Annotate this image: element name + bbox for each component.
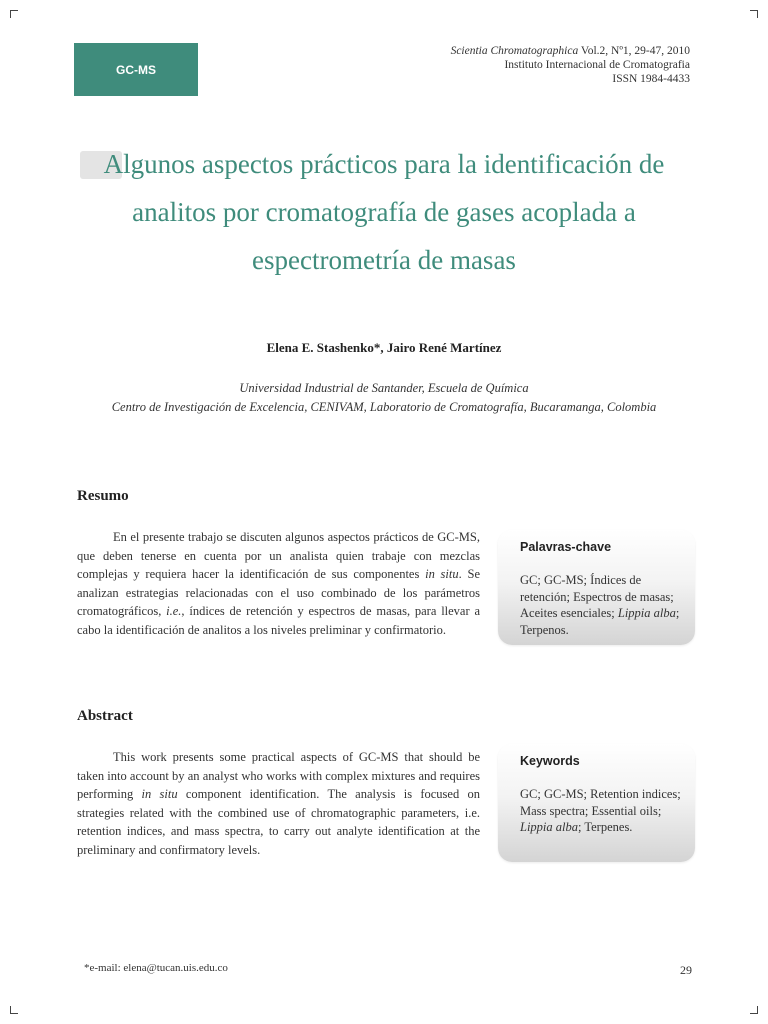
abstract-text-part: This work presents some practical aspects of GC-MS that should be taken into account by an analyst who works with complex mixtures and requires performing (77, 750, 480, 801)
authors: Elena E. Stashenko*, Jairo René Martínez (266, 340, 502, 355)
section-tag-label: GC-MS (116, 62, 156, 77)
crop-mark-bottom-left (10, 1006, 18, 1014)
keywords-part: GC; GC-MS; Retention indices; Mass spectra; Essential oils; (520, 787, 681, 818)
affiliation (90, 379, 678, 417)
journal-info (451, 44, 690, 86)
affiliation-line-2: Centro de Investigación de Excelencia, CENIVAM, Laboratorio de Cromatografía, Bucaramanga, Colombia (111, 400, 657, 414)
resumo-heading: Resumo (77, 488, 129, 504)
affiliation-line-1: Universidad Industrial de Santander, Escuela de Química (239, 381, 529, 395)
journal-name: Scientia Chromatographica (450, 45, 579, 57)
resumo-ie: i.e. (166, 604, 182, 618)
journal-issue: Vol.2, Nº1, 29-47, 2010 (578, 45, 690, 57)
resumo-text (77, 528, 480, 639)
abstract-heading: Abstract (77, 708, 133, 724)
resumo-text-part: , índices de retención y espectros de masas, para llevar a cabo la identificación de analitos a los niveles preliminar y confirmatorio. (77, 604, 480, 637)
crop-mark-bottom-right (750, 1006, 758, 1014)
palavras-chave-part: GC; GC-MS; Índices de retención; Espectros de masas; Aceites esenciales; (520, 573, 674, 620)
article-title: Algunos aspectos prácticos para la identificación de analitos por cromatografía de gases acoplada a espectrometría de masas (103, 149, 665, 275)
abstract-in-situ: in situ (141, 787, 178, 801)
journal-institute: Instituto Internacional de Cromatografia (504, 59, 690, 71)
palavras-chave-species: Lippia alba (617, 606, 676, 620)
palavras-chave-title: Palavras-chave (520, 540, 612, 554)
abstract-text (77, 748, 480, 859)
palavras-chave-text (520, 572, 687, 638)
email-footnote: *e-mail: elena@tucan.uis.edu.co (84, 962, 228, 974)
keywords-text (520, 786, 687, 836)
keywords-species: Lippia alba (520, 820, 578, 834)
journal-citation (451, 44, 690, 58)
palavras-chave-part: ; Terpenos. (520, 606, 680, 637)
crop-mark-top-left (10, 10, 18, 18)
palavras-chave-box (498, 530, 695, 645)
resumo-text-part: . Se analizan estrategias relacionadas con el uso combinado de los parámetros cromatográficos, (77, 567, 480, 618)
keywords-title: Keywords (520, 754, 580, 768)
resumo-text-part: En el presente trabajo se discuten algunos aspectos prácticos de GC-MS, que deben tenerse en cuenta por un analista quien trabaje con mezclas complejas y requiera hacer la identificación de sus componentes (77, 530, 480, 581)
crop-mark-top-right (750, 10, 758, 18)
journal-issn: ISSN 1984-4433 (612, 73, 690, 85)
section-tag (74, 43, 198, 96)
resumo-in-situ: in situ (425, 567, 459, 581)
abstract-text-part: component identification. The analysis is focused on strategies related with the combined use of chromatographic parameters, i.e. retention indices, and mass spectra, to carry out analyte identification at the preliminary and confirmatory levels. (77, 787, 480, 857)
page-number: 29 (680, 963, 692, 977)
keywords-box (498, 744, 695, 862)
keywords-part: ; Terpenes. (578, 820, 633, 834)
